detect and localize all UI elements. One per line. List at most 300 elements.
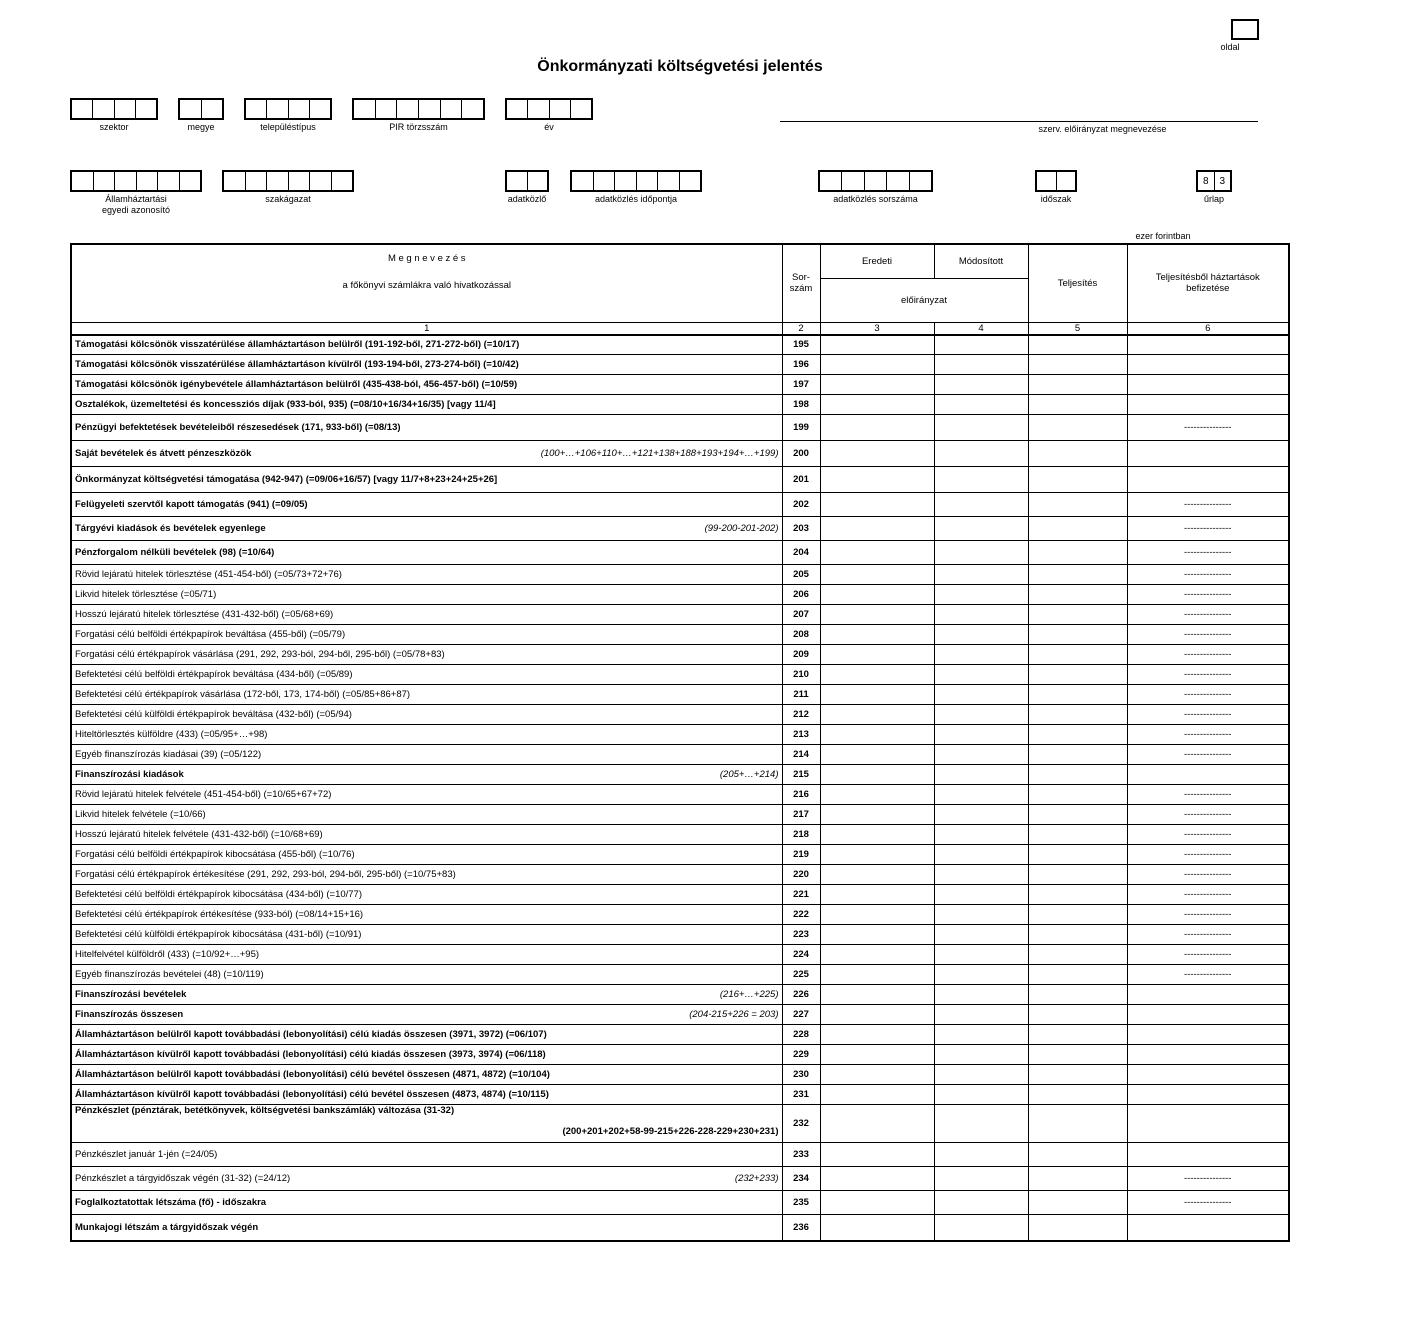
value-cell[interactable] bbox=[820, 985, 934, 1005]
haztartas-cell[interactable] bbox=[1127, 467, 1289, 493]
value-cell[interactable] bbox=[934, 785, 1028, 805]
value-cell[interactable] bbox=[1028, 375, 1127, 395]
value-cell[interactable] bbox=[934, 705, 1028, 725]
field-cell[interactable] bbox=[842, 172, 864, 190]
value-cell[interactable] bbox=[1028, 765, 1127, 785]
value-cell[interactable] bbox=[820, 1143, 934, 1167]
row-text: Forgatási célú belföldi értékpapírok kibocsátása (455-ből) (=10/76) bbox=[75, 849, 355, 860]
row-text: Befektetési célú külföldi értékpapírok beváltása (432-ből) (=05/94) bbox=[75, 709, 352, 720]
haztartas-cell[interactable] bbox=[1127, 1085, 1289, 1105]
haztartas-cell[interactable]: --------------- bbox=[1127, 493, 1289, 517]
haztartas-cell[interactable]: --------------- bbox=[1127, 685, 1289, 705]
row-description bbox=[71, 865, 782, 885]
value-cell[interactable] bbox=[1028, 845, 1127, 865]
row-number: 234 bbox=[782, 1167, 820, 1191]
value-cell[interactable] bbox=[820, 645, 934, 665]
table-row bbox=[71, 745, 1289, 765]
table-row bbox=[71, 645, 1289, 665]
row-description bbox=[71, 705, 782, 725]
value-cell[interactable] bbox=[820, 1085, 934, 1105]
field-cell[interactable] bbox=[115, 172, 137, 190]
row-description bbox=[71, 765, 782, 785]
row-number: 211 bbox=[782, 685, 820, 705]
field-cell[interactable] bbox=[94, 172, 116, 190]
haztartas-cell[interactable]: --------------- bbox=[1127, 825, 1289, 845]
value-cell[interactable] bbox=[934, 517, 1028, 541]
field-fields_row2-4[interactable] bbox=[818, 170, 933, 192]
value-cell[interactable] bbox=[820, 395, 934, 415]
field-cell[interactable] bbox=[571, 100, 591, 118]
row-number: 223 bbox=[782, 925, 820, 945]
value-cell[interactable] bbox=[934, 335, 1028, 355]
field-fields_row1-2[interactable] bbox=[244, 98, 332, 120]
value-cell[interactable] bbox=[820, 965, 934, 985]
haztartas-cell[interactable]: --------------- bbox=[1127, 725, 1289, 745]
haztartas-cell[interactable]: --------------- bbox=[1127, 865, 1289, 885]
field-cell[interactable] bbox=[910, 172, 931, 190]
haztartas-cell[interactable]: --------------- bbox=[1127, 785, 1289, 805]
field-cell[interactable] bbox=[594, 172, 616, 190]
field-cell[interactable] bbox=[115, 100, 136, 118]
value-cell[interactable] bbox=[820, 335, 934, 355]
value-cell[interactable] bbox=[934, 665, 1028, 685]
field-cell[interactable] bbox=[180, 172, 201, 190]
row-text: Önkormányzat költségvetési támogatása (942-947) (=09/06+16/57) [vagy 11/7+8+23+24+25+26] bbox=[75, 474, 498, 485]
field-cell[interactable] bbox=[267, 100, 288, 118]
value-cell[interactable] bbox=[820, 375, 934, 395]
field-cell[interactable] bbox=[1037, 172, 1057, 190]
haztartas-cell[interactable] bbox=[1127, 985, 1289, 1005]
value-cell[interactable] bbox=[820, 745, 934, 765]
field-cell[interactable] bbox=[419, 100, 441, 118]
value-cell[interactable] bbox=[934, 825, 1028, 845]
value-cell[interactable] bbox=[1028, 665, 1127, 685]
haztartas-cell[interactable]: --------------- bbox=[1127, 705, 1289, 725]
row-number: 231 bbox=[782, 1085, 820, 1105]
table-row bbox=[71, 1045, 1289, 1065]
haztartas-cell[interactable] bbox=[1127, 1105, 1289, 1143]
field-cell[interactable]: 3 bbox=[1219, 175, 1226, 187]
value-cell[interactable] bbox=[1028, 517, 1127, 541]
value-cell[interactable] bbox=[1028, 1025, 1127, 1045]
haztartas-cell[interactable] bbox=[1127, 765, 1289, 785]
field-cell[interactable] bbox=[180, 100, 202, 118]
value-cell[interactable] bbox=[820, 493, 934, 517]
haztartas-cell[interactable] bbox=[1127, 1045, 1289, 1065]
haztartas-cell[interactable] bbox=[1127, 1143, 1289, 1167]
value-cell[interactable] bbox=[934, 441, 1028, 467]
row-text: Egyéb finanszírozás kiadásai (39) (=05/122) bbox=[75, 749, 262, 760]
haztartas-cell[interactable]: --------------- bbox=[1127, 565, 1289, 585]
page-title: Önkormányzati költségvetési jelentés bbox=[537, 58, 823, 75]
value-cell[interactable] bbox=[1028, 805, 1127, 825]
row-text: Pénzkészlet január 1-jén (=24/05) bbox=[75, 1149, 218, 1160]
value-cell[interactable] bbox=[934, 1191, 1028, 1215]
value-cell[interactable] bbox=[934, 725, 1028, 745]
haztartas-cell[interactable]: --------------- bbox=[1127, 625, 1289, 645]
value-cell[interactable] bbox=[1028, 565, 1127, 585]
value-cell[interactable] bbox=[934, 1005, 1028, 1025]
value-cell[interactable] bbox=[1028, 825, 1127, 845]
field-label: űrlap bbox=[1203, 194, 1224, 204]
field-label: szektor bbox=[99, 122, 129, 132]
field-fields_row2-6[interactable] bbox=[1196, 170, 1232, 192]
value-cell[interactable] bbox=[820, 685, 934, 705]
row-text: Támogatási kölcsönök visszatérülése államháztartáson belülről (191-192-ből, 271-272-ből) (=10/17) bbox=[75, 339, 520, 351]
table-row bbox=[71, 825, 1289, 845]
value-cell[interactable] bbox=[934, 1045, 1028, 1065]
row-description bbox=[71, 625, 782, 645]
value-cell[interactable] bbox=[820, 1105, 934, 1143]
row-number: 216 bbox=[782, 785, 820, 805]
haztartas-cell[interactable]: --------------- bbox=[1127, 745, 1289, 765]
value-cell[interactable] bbox=[820, 415, 934, 441]
field-cell[interactable] bbox=[289, 172, 311, 190]
value-cell[interactable] bbox=[820, 1025, 934, 1045]
table-row bbox=[71, 705, 1289, 725]
value-cell[interactable] bbox=[1028, 441, 1127, 467]
value-cell[interactable] bbox=[934, 1025, 1028, 1045]
row-text: Befektetési célú belföldi értékpapírok kibocsátása (434-ből) (=10/77) bbox=[75, 889, 363, 900]
value-cell[interactable] bbox=[934, 1167, 1028, 1191]
colnum-3: 3 bbox=[820, 322, 934, 335]
value-cell[interactable] bbox=[934, 765, 1028, 785]
row-description bbox=[71, 805, 782, 825]
row-number: 233 bbox=[782, 1143, 820, 1167]
value-cell[interactable] bbox=[820, 885, 934, 905]
haztartas-cell[interactable]: --------------- bbox=[1127, 805, 1289, 825]
haztartas-cell[interactable] bbox=[1127, 395, 1289, 415]
value-cell[interactable] bbox=[820, 625, 934, 645]
value-cell[interactable] bbox=[934, 885, 1028, 905]
value-cell[interactable] bbox=[1028, 1105, 1127, 1143]
value-cell[interactable] bbox=[1028, 965, 1127, 985]
table-row bbox=[71, 685, 1289, 705]
value-cell[interactable] bbox=[1028, 905, 1127, 925]
value-cell[interactable] bbox=[934, 605, 1028, 625]
value-cell[interactable] bbox=[820, 725, 934, 745]
value-cell[interactable] bbox=[1028, 1065, 1127, 1085]
value-cell[interactable] bbox=[934, 1105, 1028, 1143]
table-row bbox=[71, 865, 1289, 885]
field-fields_row1-1[interactable] bbox=[178, 98, 224, 120]
row-text: Pénzforgalom nélküli bevételek (98) (=10/64) bbox=[75, 547, 275, 558]
row-text: Befektetési célú értékpapírok vásárlása (172-ből, 173, 174-ből) (=05/85+86+87) bbox=[75, 689, 411, 700]
value-cell[interactable] bbox=[820, 585, 934, 605]
field-cell[interactable] bbox=[354, 100, 376, 118]
value-cell[interactable] bbox=[1028, 395, 1127, 415]
field-cell[interactable] bbox=[72, 100, 93, 118]
value-cell[interactable] bbox=[820, 1215, 934, 1241]
field-cell[interactable] bbox=[224, 172, 246, 190]
value-cell[interactable] bbox=[934, 965, 1028, 985]
value-cell[interactable] bbox=[934, 905, 1028, 925]
haztartas-cell[interactable] bbox=[1127, 355, 1289, 375]
field-cell[interactable] bbox=[310, 172, 332, 190]
haztartas-cell[interactable]: --------------- bbox=[1127, 605, 1289, 625]
haztartas-cell[interactable]: --------------- bbox=[1127, 965, 1289, 985]
row-text: Államháztartáson kívülről kapott továbbadási (lebonyolítási) célú bevétel összesen (4873, 4874) (=10/115) bbox=[75, 1089, 549, 1100]
value-cell[interactable] bbox=[820, 605, 934, 625]
field-cell[interactable] bbox=[572, 172, 594, 190]
haztartas-cell[interactable]: --------------- bbox=[1127, 945, 1289, 965]
value-cell[interactable] bbox=[1028, 985, 1127, 1005]
field-cell[interactable] bbox=[310, 100, 330, 118]
field-cell[interactable] bbox=[246, 100, 267, 118]
row-description bbox=[71, 517, 782, 541]
row-description bbox=[71, 665, 782, 685]
value-cell[interactable] bbox=[820, 905, 934, 925]
haztartas-cell[interactable]: --------------- bbox=[1127, 1167, 1289, 1191]
value-cell[interactable] bbox=[1028, 705, 1127, 725]
field-cell[interactable] bbox=[267, 172, 289, 190]
value-cell[interactable] bbox=[1028, 467, 1127, 493]
value-cell[interactable] bbox=[934, 585, 1028, 605]
haztartas-cell[interactable]: --------------- bbox=[1127, 845, 1289, 865]
haztartas-cell[interactable]: --------------- bbox=[1127, 645, 1289, 665]
value-cell[interactable] bbox=[934, 1065, 1028, 1085]
value-cell[interactable] bbox=[820, 925, 934, 945]
table-row bbox=[71, 1005, 1289, 1025]
value-cell[interactable] bbox=[1028, 605, 1127, 625]
value-cell[interactable] bbox=[820, 541, 934, 565]
row-text: Befektetési célú külföldi értékpapírok kibocsátása (431-ből) (=10/91) bbox=[75, 929, 362, 940]
field-cell[interactable] bbox=[332, 172, 353, 190]
haztartas-cell[interactable]: --------------- bbox=[1127, 541, 1289, 565]
field-cell[interactable] bbox=[1057, 172, 1076, 190]
row-description bbox=[71, 1025, 782, 1045]
haztartas-cell[interactable]: --------------- bbox=[1127, 517, 1289, 541]
value-cell[interactable] bbox=[934, 845, 1028, 865]
row-description bbox=[71, 395, 782, 415]
value-cell[interactable] bbox=[820, 441, 934, 467]
value-cell[interactable] bbox=[820, 945, 934, 965]
haztartas-cell[interactable] bbox=[1127, 1065, 1289, 1085]
value-cell[interactable] bbox=[820, 765, 934, 785]
value-cell[interactable] bbox=[820, 785, 934, 805]
table-row bbox=[71, 415, 1289, 441]
table-row bbox=[71, 355, 1289, 375]
value-cell[interactable] bbox=[820, 1191, 934, 1215]
table-row bbox=[71, 1143, 1289, 1167]
table-row bbox=[71, 1065, 1289, 1085]
value-cell[interactable] bbox=[1028, 625, 1127, 645]
field-cell[interactable] bbox=[528, 100, 549, 118]
value-cell[interactable] bbox=[820, 845, 934, 865]
value-cell[interactable] bbox=[934, 565, 1028, 585]
value-cell[interactable] bbox=[1028, 335, 1127, 355]
value-cell[interactable] bbox=[934, 541, 1028, 565]
value-cell[interactable] bbox=[934, 865, 1028, 885]
value-cell[interactable] bbox=[1028, 925, 1127, 945]
value-cell[interactable] bbox=[1028, 1191, 1127, 1215]
value-cell[interactable] bbox=[934, 625, 1028, 645]
field-label: megye bbox=[187, 122, 215, 132]
row-text: Likvid hitelek felvétele (=10/66) bbox=[75, 809, 206, 820]
row-text: Befektetési célú belföldi értékpapírok beváltása (434-ből) (=05/89) bbox=[75, 669, 353, 680]
value-cell[interactable] bbox=[1028, 493, 1127, 517]
field-cell[interactable] bbox=[507, 172, 528, 190]
value-cell[interactable] bbox=[934, 925, 1028, 945]
value-cell[interactable] bbox=[1028, 785, 1127, 805]
haztartas-cell[interactable] bbox=[1127, 1005, 1289, 1025]
field-cell[interactable] bbox=[397, 100, 419, 118]
value-cell[interactable] bbox=[934, 415, 1028, 441]
value-cell[interactable] bbox=[820, 1065, 934, 1085]
field-cell[interactable] bbox=[462, 100, 483, 118]
field-cell[interactable] bbox=[136, 100, 156, 118]
field-cell[interactable] bbox=[820, 172, 842, 190]
value-cell[interactable] bbox=[934, 945, 1028, 965]
value-cell[interactable] bbox=[1028, 1167, 1127, 1191]
row-text: Osztalékok, üzemeltetési és koncessziós díjak (933-ból, 935) (=08/10+16/34+16/35) [vagy 11/4] bbox=[75, 399, 496, 410]
field-fields_row2-5[interactable] bbox=[1035, 170, 1077, 192]
field-label: szakágazat bbox=[265, 194, 311, 204]
field-fields_row2-0[interactable] bbox=[70, 170, 202, 192]
field-cell[interactable] bbox=[865, 172, 887, 190]
haztartas-cell[interactable]: --------------- bbox=[1127, 415, 1289, 441]
field-cell[interactable] bbox=[246, 172, 268, 190]
value-cell[interactable] bbox=[1028, 415, 1127, 441]
value-cell[interactable] bbox=[934, 1085, 1028, 1105]
header-megnevezes-sub: a főkönyvi számlákra való hivatkozással bbox=[342, 280, 511, 291]
field-cell[interactable] bbox=[72, 172, 94, 190]
field-fields_row1-4[interactable] bbox=[505, 98, 593, 120]
value-cell[interactable] bbox=[934, 745, 1028, 765]
row-text: Saját bevételek és átvett pénzeszközök bbox=[75, 448, 252, 459]
value-cell[interactable] bbox=[820, 665, 934, 685]
field-cell[interactable] bbox=[93, 100, 114, 118]
value-cell[interactable] bbox=[820, 467, 934, 493]
haztartas-cell[interactable] bbox=[1127, 375, 1289, 395]
field-label: időszak bbox=[1040, 194, 1072, 204]
header-eloiranyzat: előirányzat bbox=[820, 278, 1028, 322]
value-cell[interactable] bbox=[820, 565, 934, 585]
row-ref: (99-200-201-202) bbox=[704, 523, 779, 534]
value-cell[interactable] bbox=[1028, 541, 1127, 565]
value-cell[interactable] bbox=[934, 985, 1028, 1005]
table-row bbox=[71, 1105, 1289, 1143]
value-cell[interactable] bbox=[934, 355, 1028, 375]
table-row bbox=[71, 785, 1289, 805]
value-cell[interactable] bbox=[820, 355, 934, 375]
value-cell[interactable] bbox=[820, 805, 934, 825]
value-cell[interactable] bbox=[820, 1045, 934, 1065]
field-cell[interactable]: 8 bbox=[1198, 172, 1215, 190]
field-cell[interactable] bbox=[637, 172, 659, 190]
value-cell[interactable] bbox=[820, 865, 934, 885]
value-cell[interactable] bbox=[1028, 355, 1127, 375]
table-row bbox=[71, 885, 1289, 905]
value-cell[interactable] bbox=[1028, 865, 1127, 885]
value-cell[interactable] bbox=[1028, 745, 1127, 765]
field-cell[interactable] bbox=[376, 100, 398, 118]
haztartas-cell[interactable] bbox=[1127, 441, 1289, 467]
field-cell[interactable] bbox=[202, 100, 223, 118]
row-description bbox=[71, 785, 782, 805]
field-cell[interactable] bbox=[507, 100, 528, 118]
table-row bbox=[71, 1191, 1289, 1215]
field-cell[interactable] bbox=[680, 172, 701, 190]
field-fields_row1-3[interactable] bbox=[352, 98, 485, 120]
row-description bbox=[71, 1215, 782, 1241]
haztartas-cell[interactable]: --------------- bbox=[1127, 665, 1289, 685]
row-description bbox=[71, 375, 782, 395]
value-cell[interactable] bbox=[1028, 885, 1127, 905]
value-cell[interactable] bbox=[820, 705, 934, 725]
field-cell[interactable] bbox=[887, 172, 909, 190]
row-description bbox=[71, 605, 782, 625]
field-fields_row2-3[interactable] bbox=[570, 170, 702, 192]
page-number-box[interactable] bbox=[1231, 19, 1259, 40]
haztartas-cell[interactable]: --------------- bbox=[1127, 885, 1289, 905]
haztartas-cell[interactable]: --------------- bbox=[1127, 905, 1289, 925]
value-cell[interactable] bbox=[934, 375, 1028, 395]
field-fields_row1-0[interactable] bbox=[70, 98, 158, 120]
field-cell[interactable] bbox=[158, 172, 180, 190]
haztartas-cell[interactable] bbox=[1127, 1215, 1289, 1241]
value-cell[interactable] bbox=[1028, 1005, 1127, 1025]
value-cell[interactable] bbox=[934, 645, 1028, 665]
value-cell[interactable] bbox=[1028, 945, 1127, 965]
table-row bbox=[71, 517, 1289, 541]
row-number: 230 bbox=[782, 1065, 820, 1085]
value-cell[interactable] bbox=[820, 517, 934, 541]
field-cell[interactable] bbox=[289, 100, 310, 118]
field-cell[interactable] bbox=[528, 172, 548, 190]
value-cell[interactable] bbox=[820, 1005, 934, 1025]
haztartas-cell[interactable]: --------------- bbox=[1127, 585, 1289, 605]
row-number: 224 bbox=[782, 945, 820, 965]
value-cell[interactable] bbox=[1028, 1143, 1127, 1167]
value-cell[interactable] bbox=[934, 685, 1028, 705]
value-cell[interactable] bbox=[1028, 645, 1127, 665]
row-number: 214 bbox=[782, 745, 820, 765]
field-fields_row2-1[interactable] bbox=[222, 170, 354, 192]
value-cell[interactable] bbox=[820, 1167, 934, 1191]
table-row bbox=[71, 1085, 1289, 1105]
value-cell[interactable] bbox=[934, 1143, 1028, 1167]
value-cell[interactable] bbox=[934, 493, 1028, 517]
field-cell[interactable] bbox=[441, 100, 463, 118]
colnum-5: 5 bbox=[1028, 322, 1127, 335]
haztartas-cell[interactable]: --------------- bbox=[1127, 925, 1289, 945]
row-number: 229 bbox=[782, 1045, 820, 1065]
row-text: Pénzügyi befektetések bevételeiből részesedések (171, 933-ből) (=08/13) bbox=[75, 422, 401, 433]
field-cell[interactable] bbox=[615, 172, 637, 190]
value-cell[interactable] bbox=[934, 467, 1028, 493]
field-cell[interactable] bbox=[137, 172, 159, 190]
field-cell[interactable] bbox=[550, 100, 571, 118]
value-cell[interactable] bbox=[1028, 585, 1127, 605]
value-cell[interactable] bbox=[934, 805, 1028, 825]
field-label: PIR törzsszám bbox=[389, 122, 448, 132]
value-cell[interactable] bbox=[1028, 1045, 1127, 1065]
field-cell[interactable] bbox=[658, 172, 680, 190]
value-cell[interactable] bbox=[1028, 685, 1127, 705]
value-cell[interactable] bbox=[1028, 1085, 1127, 1105]
haztartas-cell[interactable] bbox=[1127, 335, 1289, 355]
value-cell[interactable] bbox=[934, 395, 1028, 415]
value-cell[interactable] bbox=[1028, 1215, 1127, 1241]
field-fields_row2-2[interactable] bbox=[505, 170, 549, 192]
unit-label: ezer forintban bbox=[1135, 231, 1191, 241]
haztartas-cell[interactable] bbox=[1127, 1025, 1289, 1045]
value-cell[interactable] bbox=[1028, 725, 1127, 745]
value-cell[interactable] bbox=[820, 825, 934, 845]
haztartas-cell[interactable]: --------------- bbox=[1127, 1191, 1289, 1215]
value-cell[interactable] bbox=[934, 1215, 1028, 1241]
